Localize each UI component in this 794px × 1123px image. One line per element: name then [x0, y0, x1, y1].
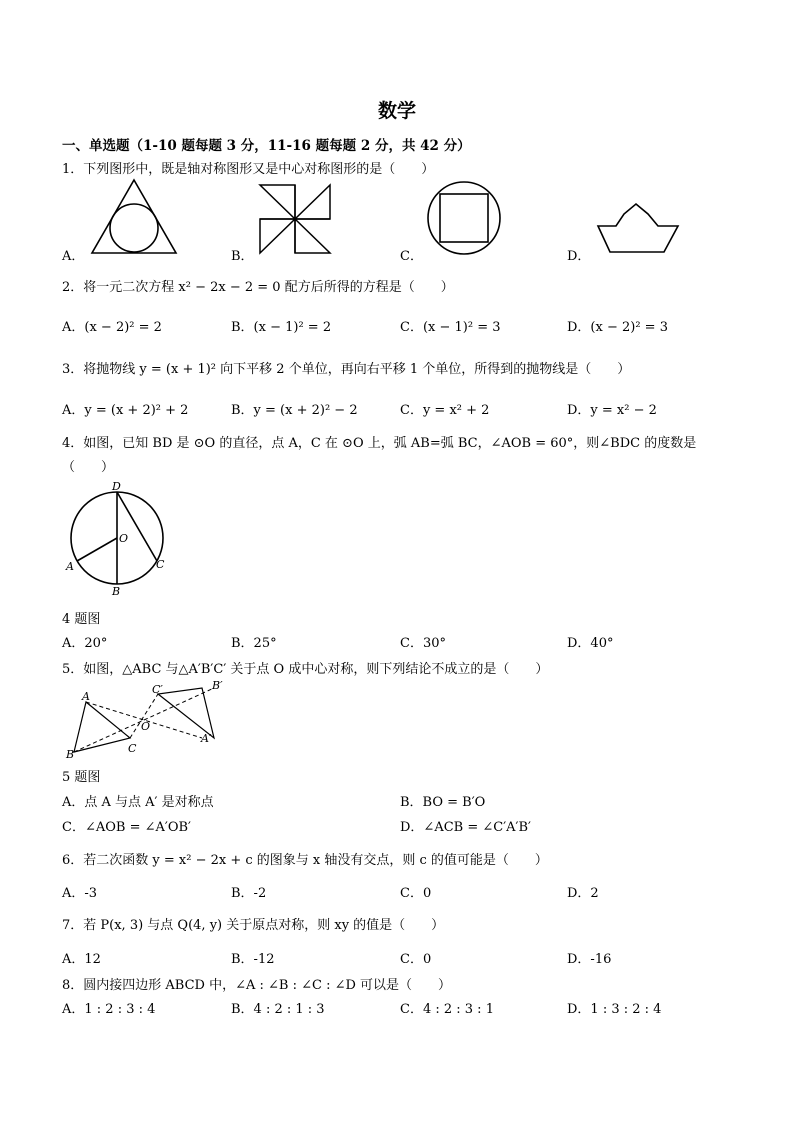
label-d: D [112, 480, 121, 493]
question-8-stem: 8．圆内接四边形 ABCD 中，∠A : ∠B : ∠C : ∠D 可以是（ ） [62, 978, 452, 993]
q4-figure-caption: 4 题图 [62, 612, 101, 627]
q7-option-d: D．-16 [567, 952, 612, 967]
label-o: O [141, 720, 151, 733]
section-heading: 一、单选题（1-10 题每题 3 分，11-16 题每题 2 分，共 42 分） [62, 138, 471, 154]
figure-triangle-circle [90, 178, 180, 256]
q1-option-c: C． [400, 249, 423, 264]
q4-option-c: C．30° [400, 636, 446, 651]
question-1-stem: 1．下列图形中，既是轴对称图形又是中心对称图形的是（ ） [62, 162, 435, 177]
question-6-stem: 6．若二次函数 y = x² − 2x + c 的图象与 x 轴没有交点，则 c 的值可能是（ ） [62, 853, 548, 868]
q8-option-a: A．1 : 2 : 3 : 4 [62, 1002, 156, 1017]
q1-option-b: B． [231, 249, 254, 264]
q6-option-d: D．2 [567, 886, 599, 901]
label-c: C [156, 558, 165, 571]
question-2-stem: 2．将一元二次方程 x² − 2x − 2 = 0 配方后所得的方程是（ ） [62, 280, 454, 295]
q2-option-d: D．(x − 2)² = 3 [567, 320, 668, 335]
question-4-stem-line2: （ ） [62, 460, 115, 475]
q4-option-a: A．20° [62, 636, 108, 651]
label-o: O [119, 532, 129, 545]
q7-option-b: B．-12 [231, 952, 275, 967]
q3-option-b: B．y = (x + 2)² − 2 [231, 403, 358, 418]
q7-option-c: C．0 [400, 952, 432, 967]
q2-option-b: B．(x − 1)² = 2 [231, 320, 332, 335]
label-c-prime: C′ [152, 683, 163, 696]
question-3-stem: 3．将抛物线 y = (x + 1)² 向下平移 2 个单位，再向右平移 1 个单位，所得到的抛物线是（ ） [62, 362, 631, 377]
figure-boat [596, 202, 680, 254]
q8-option-c: C．4 : 2 : 3 : 1 [400, 1002, 494, 1017]
q1-option-d: D． [567, 249, 591, 264]
label-c: C [128, 742, 137, 755]
question-4-stem-line1: 4．如图，已知 BD 是 ⊙O 的直径，点 A，C 在 ⊙O 上，弧 AB=弧 BC，∠AOB = 60°，则∠BDC 的度数是 [62, 436, 697, 451]
question-5-stem: 5．如图，△ABC 与△A′B′C′ 关于点 O 成中心对称，则下列结论不成立的是（ ） [62, 662, 549, 677]
q3-option-c: C．y = x² + 2 [400, 403, 490, 418]
q2-option-c: C．(x − 1)² = 3 [400, 320, 501, 335]
q7-option-a: A．12 [62, 952, 101, 967]
label-a-prime: A′ [201, 732, 212, 745]
figure-q4-circle [64, 482, 174, 598]
label-b-prime: B′ [212, 679, 223, 692]
q6-option-c: C．0 [400, 886, 432, 901]
q5-option-d: D．∠ACB = ∠C′A′B′ [400, 820, 531, 835]
page-title: 数学 [378, 100, 417, 122]
figure-pinwheel [258, 183, 332, 255]
q1-option-a: A． [62, 249, 85, 264]
q4-option-b: B．25° [231, 636, 277, 651]
question-7-stem: 7．若 P(x, 3) 与点 Q(4, y) 关于原点对称，则 xy 的值是（ ） [62, 918, 445, 933]
q6-option-b: B．-2 [231, 886, 267, 901]
q3-option-d: D．y = x² − 2 [567, 403, 657, 418]
label-b: B [112, 585, 121, 598]
q2-option-a: A．(x − 2)² = 2 [62, 320, 162, 335]
q4-option-d: D．40° [567, 636, 614, 651]
q5-figure-caption: 5 题图 [62, 770, 101, 785]
q3-option-a: A．y = (x + 2)² + 2 [62, 403, 189, 418]
figure-q5-symmetry [64, 680, 224, 762]
figure-square-in-circle [427, 181, 501, 255]
label-b: B [66, 748, 75, 761]
q8-option-b: B．4 : 2 : 1 : 3 [231, 1002, 325, 1017]
q5-option-a: A．点 A 与点 A′ 是对称点 [62, 795, 214, 810]
q8-option-d: D．1 : 3 : 2 : 4 [567, 1002, 662, 1017]
q6-option-a: A．-3 [62, 886, 98, 901]
label-a: A [66, 560, 74, 573]
q5-option-b: B．BO = B′O [400, 795, 486, 810]
q5-option-c: C．∠AOB = ∠A′OB′ [62, 820, 191, 835]
label-a: A [82, 690, 90, 703]
